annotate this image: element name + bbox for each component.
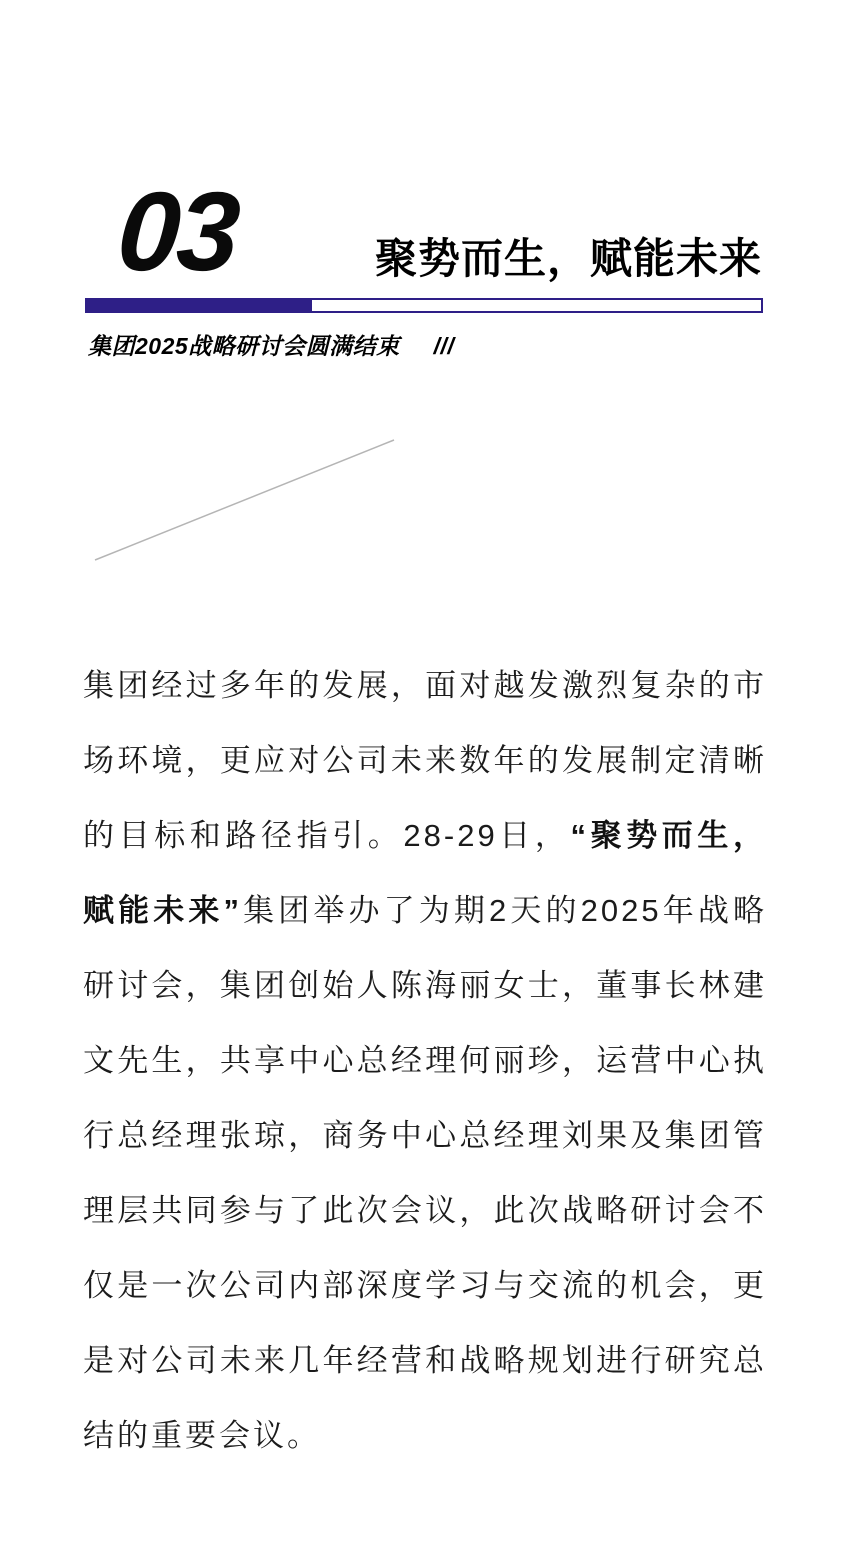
divider-bar-fill xyxy=(85,298,312,313)
section-number: 03 xyxy=(113,169,241,294)
body-text-bold-slogan: “聚势而生，赋能未来” xyxy=(83,818,768,928)
diagonal-line-decoration xyxy=(93,438,396,562)
section-title: 聚势而生，赋能未来 xyxy=(374,235,762,282)
subtitle-row xyxy=(88,328,454,361)
body-text-after: 集团举办了为期2天的2025年战略研讨会，集团创始人陈海丽女士，董事长林建文先生，共享中心总经理何丽珍，运营中心执行总经理张琼，商务中心总经理刘果及集团管理层共同参与了此次会议，此次战略研讨会不仅是一次公司内部深度学习与交流的机会，更是对公司未来几年经营和战略规划进行研究总结的重要会议。 xyxy=(83,893,768,1453)
divider-bar xyxy=(85,298,763,313)
body-paragraph xyxy=(83,648,767,1473)
section-subtitle: 集团2025战略研讨会圆满结束 xyxy=(88,333,400,359)
body-text-before: 集团经过多年的发展，面对越发激烈复杂的市场环境，更应对公司未来数年的发展制定清晰的目标和路径指引。28-29日， xyxy=(83,668,767,853)
triple-slash-decoration: /// xyxy=(433,333,455,359)
